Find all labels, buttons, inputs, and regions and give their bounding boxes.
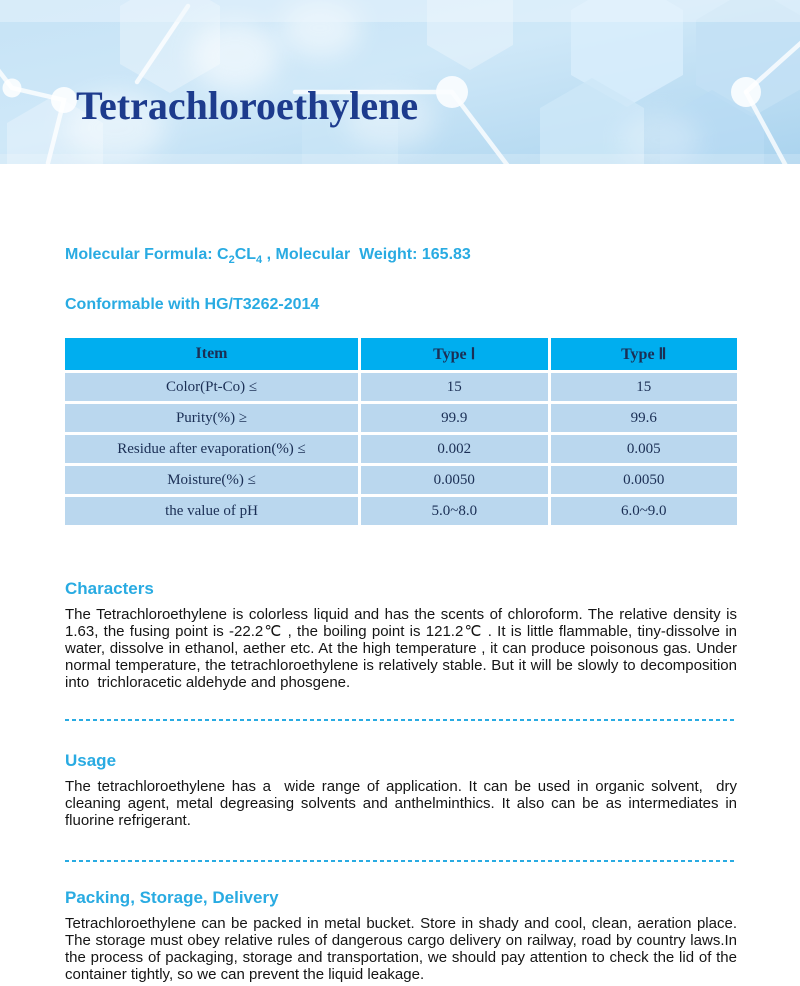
spec-table-body	[65, 373, 737, 525]
column-header: Type Ⅱ	[551, 338, 738, 370]
item-cell: Color(Pt-Co) ≤	[65, 373, 358, 401]
packing-body: Tetrachloroethylene can be packed in metal bucket. Store in shady and cool, clean, aeration place. The storage must obey relative rules of dangerous cargo delivery on railway, road by country laws.In the process of packaging, storage and transportation, we should pay attention to check the lid of the container tightly, so we can prevent the liquid leakage.	[65, 915, 742, 984]
item-cell: Purity(%) ≥	[65, 404, 358, 432]
formula-mid: CL	[234, 246, 257, 263]
value-cell: 5.0~8.0	[361, 497, 547, 525]
column-header: Item	[65, 338, 358, 370]
table-row	[65, 435, 737, 463]
value-cell: 99.9	[361, 404, 547, 432]
table-row	[65, 497, 737, 525]
formula-subscript: 2	[228, 254, 235, 267]
usage-heading: Usage	[65, 751, 117, 771]
dashed-divider	[65, 860, 737, 862]
usage-body: The tetrachloroethylene has a wide range of application. It can be used in organic solvent, dry cleaning agent, metal degreasing solvents and anthelminthics. It also can be as intermediates in fluorine refrigerant.	[65, 778, 742, 830]
header-banner	[0, 0, 800, 164]
formula-prefix: Molecular Formula: C	[65, 246, 229, 263]
value-cell: 99.6	[551, 404, 738, 432]
packing-heading: Packing, Storage, Delivery	[65, 888, 279, 908]
standard-reference-line: Conformable with HG/T3262-2014	[65, 296, 320, 314]
spec-table-header-row	[65, 338, 737, 370]
molecular-formula-line	[65, 246, 737, 266]
value-cell: 6.0~9.0	[551, 497, 738, 525]
section-characters	[65, 579, 742, 692]
value-cell: 15	[361, 373, 547, 401]
formula-subscript: 4	[256, 254, 263, 267]
characters-body: The Tetrachloroethylene is colorless liquid and has the scents of chloroform. The relative density is 1.63, the fusing point is -22.2℃ , the boiling point is 121.2℃ . It is little flammable, tiny-dissolve in water, dissolve in ethanol, aether etc. At the high temperature , it can produce poisonous gas. Under normal temperature, the tetrachloroethylene is relatively stable. But it will be slowly to decomposition into trichloracetic aldehyde and phosgene.	[65, 606, 742, 692]
spec-table	[62, 335, 740, 528]
value-cell: 0.002	[361, 435, 547, 463]
item-cell: Moisture(%) ≤	[65, 466, 358, 494]
dashed-divider	[65, 719, 737, 721]
column-header: Type Ⅰ	[361, 338, 547, 370]
section-packing	[65, 888, 742, 984]
table-row	[65, 404, 737, 432]
value-cell: 0.005	[551, 435, 738, 463]
molecule-pattern-background	[0, 0, 800, 164]
item-cell: the value of pH	[65, 497, 358, 525]
value-cell: 0.0050	[361, 466, 547, 494]
item-cell: Residue after evaporation(%) ≤	[65, 435, 358, 463]
table-row	[65, 373, 737, 401]
content-area	[0, 246, 800, 986]
table-row	[65, 466, 737, 494]
characters-heading: Characters	[65, 579, 154, 599]
value-cell: 0.0050	[551, 466, 738, 494]
value-cell: 15	[551, 373, 738, 401]
molecular-weight-text: , Molecular Weight: 165.83	[262, 246, 471, 263]
section-usage	[65, 751, 742, 830]
page-title: Tetrachloroethylene	[76, 83, 419, 128]
